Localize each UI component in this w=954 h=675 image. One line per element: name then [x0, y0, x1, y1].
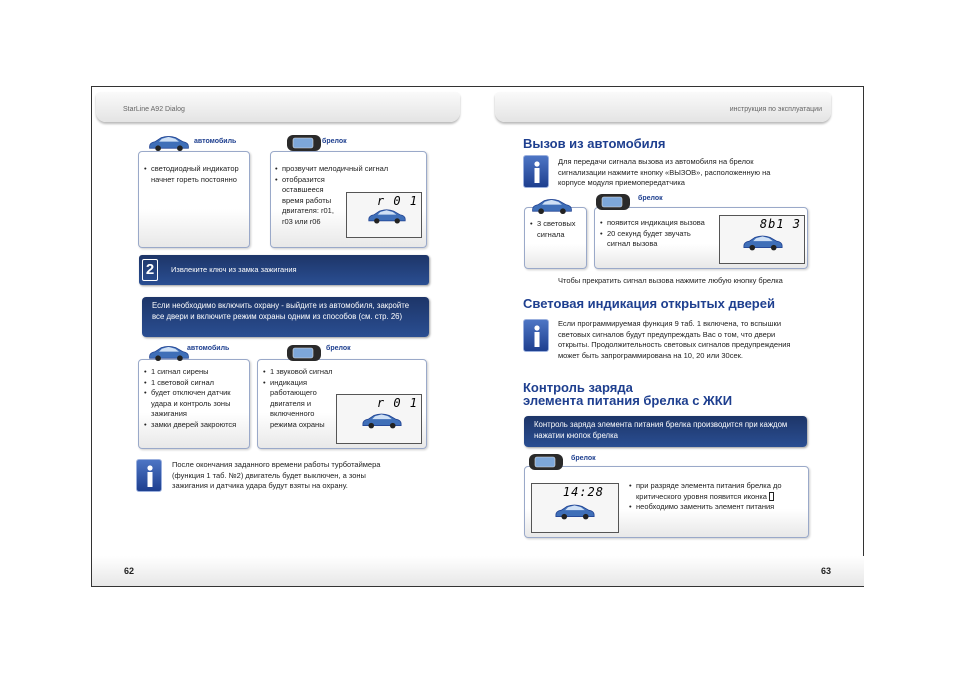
page-footer [92, 556, 478, 586]
fob-label: брелок [571, 455, 596, 462]
fob-lcd-display [336, 394, 422, 444]
left-page [92, 87, 478, 586]
lcd-car-icon [361, 411, 403, 430]
turbotimer-note: После окончания заданного времени работы турботаймера (функция 1 таб. №2) двигатель будет выключен, а зоны зажигания и датчика удара будут взяты на охрану. [172, 460, 381, 491]
arming-banner: Если необходимо включить охрану - выйдите из автомобиля, закройте все двери и включите режим охраны одним из способов (см. стр. 26) [142, 297, 429, 337]
lcd-car-icon [554, 502, 596, 521]
call-stop-note: Чтобы прекратить сигнал вызова нажмите любую кнопку брелка [558, 276, 783, 285]
fob-status-box-battery [524, 466, 809, 538]
fob-lcd-display [346, 192, 422, 238]
list-item: • 1 звуковой сигнал [263, 367, 423, 378]
page-header-right: инструкция по эксплуатации [495, 92, 831, 122]
right-page [478, 87, 864, 586]
fob-label: брелок [322, 138, 347, 145]
section-title-line: элемента питания брелка с ЖКИ [523, 393, 733, 408]
section-title-doors: Световая индикация открытых дверей [523, 296, 775, 311]
list-item [629, 481, 804, 502]
section-title-call: Вызов из автомобиля [523, 136, 666, 151]
list-item: • необходимо заменить элемент питания [629, 502, 804, 513]
info-icon [136, 459, 162, 492]
lcd-readout: 8b1 3 [759, 217, 801, 231]
car-status-box-call [524, 207, 587, 269]
lcd-car-icon [742, 233, 784, 252]
fob-status-box-1 [270, 151, 427, 248]
fob-lcd-display [719, 215, 805, 264]
lcd-readout: 14:28 [562, 485, 604, 499]
doors-info: Если программируемая функция 9 таб. 1 включена, то вспышки световых сигналов будут предупреждать Вас о том, что двери открыты. Продолжительность световых сигналов предупреждения может быть запрограммирована на 10, 20 или 30сек. [558, 319, 791, 360]
section-title-battery [523, 381, 732, 407]
list-item: • индикация работающего двигателя и включенного режима охраны [263, 378, 423, 431]
fob-icon [286, 134, 322, 152]
fob-icon [528, 453, 564, 471]
lcd-readout: r 0 1 [376, 194, 418, 208]
page-number-left: 62 [124, 566, 135, 576]
fob-status-box-call [594, 207, 808, 269]
manual-spread [91, 86, 864, 587]
car-status-box-1 [138, 151, 250, 248]
page-header-left: StarLine A92 Dialog [96, 92, 460, 122]
page-number-right: 63 [820, 566, 831, 576]
fob-status-box-2 [257, 359, 427, 449]
step-number: 2 [142, 259, 158, 281]
step-text: Извлеките ключ из замка зажигания [171, 265, 297, 274]
list-item: • прозвучит мелодичный сигнал [275, 164, 425, 175]
car-icon [147, 134, 191, 152]
battery-icon [769, 492, 774, 501]
fob-label: брелок [326, 345, 351, 352]
section-title-line: Контроль заряда [523, 380, 633, 395]
list-item: • 1 сигнал сирены [144, 367, 248, 378]
car-status-box-2 [138, 359, 250, 449]
list-item: • 3 световых сигнала [530, 219, 586, 240]
lcd-car-icon [367, 207, 407, 225]
car-label: автомобиль [194, 138, 237, 145]
list-item: • 20 секунд будет звучать сигнал вызова [600, 229, 715, 250]
list-item: • 1 световой сигнал [144, 378, 248, 389]
call-info: Для передачи сигнала вызова из автомобиля на брелок сигнализации нажмите кнопку «ВЫЗОВ», расположенную на корпусе модуля приемопередатчика [558, 157, 771, 188]
fob-icon [595, 193, 631, 211]
info-icon [523, 155, 549, 188]
car-icon [147, 344, 191, 362]
list-item: • будет отключен датчик удара и контроль зоны зажигания [144, 388, 248, 420]
fob-lcd-display [531, 483, 619, 533]
fob-label: брелок [638, 195, 663, 202]
list-item: • отобразится оставшееся время работы двигателя: r01, r03 или r06 [275, 175, 415, 228]
list-item-text: при разряде элемента питания брелка до критического уровня появится иконка [636, 481, 782, 501]
fob-icon [286, 344, 322, 362]
list-item: • светодиодный индикатор начнет гореть постоянно [144, 164, 246, 185]
info-icon [523, 319, 549, 352]
battery-banner: Контроль заряда элемента питания брелка производится при каждом нажатии кнопок брелка [524, 416, 807, 447]
lcd-readout: r 0 1 [376, 396, 418, 410]
car-icon [530, 197, 574, 215]
page-footer [478, 556, 864, 586]
list-item: • замки дверей закроются [144, 420, 248, 431]
step-banner [139, 255, 429, 285]
car-label: автомобиль [187, 345, 230, 352]
list-item: • появится индикация вызова [600, 218, 715, 229]
